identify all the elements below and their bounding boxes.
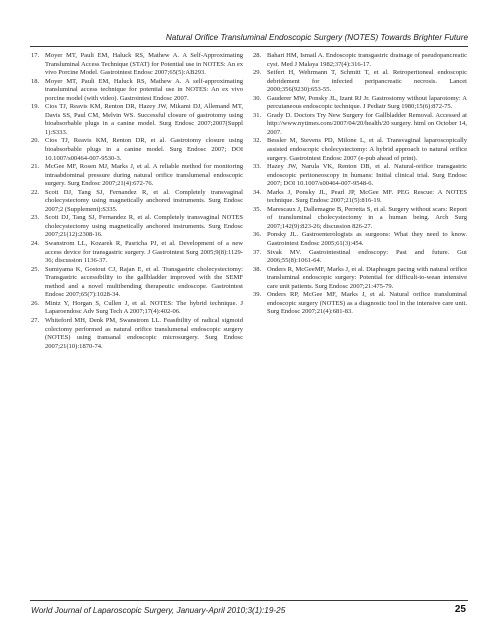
reference-entry: [253, 112, 467, 138]
reference-number: 34.: [253, 188, 262, 196]
reference-number: 36.: [253, 231, 262, 239]
reference-text: Cios TJ, Reavis KM, Renton DR, Hazey JW, Mikami DJ, Allemand MT, Davis SS, Paul CM, Melvin WS. Successful closure of gastrotomy using bioabsorbable plugs in a canine model. Surg Endosc 2007;2007(Suppl 1):S333.: [45, 103, 243, 136]
reference-number: 24.: [31, 240, 40, 248]
reference-entry: [31, 300, 243, 317]
reference-text: Gauderer MW, Ponsky JL, Izant RJ Jr. Gastrostomy without laparotomy: A percutaneous endoscopic technique. J Pediatr Surg 1980;15(6):872-75.: [267, 94, 467, 111]
header-rule: [30, 46, 468, 47]
footer-rule: [30, 600, 468, 601]
reference-number: 28.: [253, 52, 262, 59]
reference-number: 30.: [253, 94, 262, 102]
reference-text: Scott DJ, Tang SJ, Fernandez R, et al. Completely transvaginal NOTES cholecystectomy using magnetically anchored instruments. Surg Endosc 2007;21(12):2308-16.: [45, 214, 243, 239]
reference-number: 31.: [253, 111, 262, 119]
reference-entry: [31, 52, 243, 78]
reference-number: 27.: [31, 316, 40, 324]
footer-journal-citation: World Journal of Laparoscopic Surgery, January-April 2010;3(1):19-25: [31, 606, 286, 615]
reference-entry: [253, 52, 467, 69]
reference-entry: [31, 163, 243, 189]
reference-text: Cios TJ, Reavis KM, Renton DR, et al. Gastrotomy closure using bioabsorbable plugs in a canine model. Surg Endosc 2007; DOI 10.1007/s00464-007-9530-3.: [45, 137, 243, 162]
reference-number: 33.: [253, 163, 262, 171]
reference-entry: [253, 231, 467, 248]
reference-text: Moyer MT, Pauli EM, Haluck RS, Mathew A. A self-approximating transluminal access technique for potential use in NOTES: An ex vivo porcine model (with video). Gastrointest Endosc 2007.: [45, 77, 243, 102]
reference-entry: [31, 317, 243, 351]
page-number: 25: [454, 604, 466, 615]
reference-entry: [253, 137, 467, 163]
reference-number: 20.: [31, 137, 40, 145]
reference-number: 18.: [31, 77, 40, 85]
reference-text: Seifert H, Wehrmann T, Schmitt T, et al. Retroperitoneal endoscopic debridement for infected peripancreatic necrosis. Lancet 2000;356(9230):653-55.: [267, 69, 467, 94]
reference-entry: [253, 69, 467, 95]
reference-entry: [31, 103, 243, 137]
reference-entry: [253, 95, 467, 112]
reference-number: 39.: [253, 291, 262, 299]
reference-number: 21.: [31, 163, 40, 171]
reference-text: Bessler M, Stevens PD, Milone L, et al. Transvaginal laparoscopically assisted endoscopic cholecystectomy: A hybrid approach to natural orifice surgery. Gastrointest Endosc 2007 (e-pub ahead of print).: [267, 137, 467, 162]
reference-entry: [31, 214, 243, 240]
reference-text: McGee MF, Rosen MJ, Marks J, et al. A reliable method for monitoring intraabdominal pressure during natural orifice translumenal endoscopic surgery. Surg Endosc 2007;21(4):672-76.: [45, 163, 243, 188]
reference-number: 23.: [31, 214, 40, 222]
reference-text: Bahari HM, Ismail A. Endoscopic transgastric drainage of pseudopancreatic cyst. Med J Malaya 1982;37(4):316-17.: [267, 52, 467, 68]
reference-entry: [253, 266, 467, 292]
reference-text: Ponsky JL. Gastroenterologists as surgeons: What they need to know. Gastrointest Endosc 2005;61(3):454.: [267, 231, 467, 248]
reference-number: 29.: [253, 69, 262, 77]
reference-text: Sumiyama K, Gostout CJ, Rajan E, et al. Transgastric cholecystectomy: Transgastric accessibility to the gallbladder improved with the SEMF method and a novel multibending therapeutic endoscope. Gastrointest Endosc 2007;65(7):1028-34.: [45, 265, 243, 299]
running-header: Natural Orifice Transluminal Endoscopic Surgery (NOTES) Towards Brighter Future: [165, 33, 468, 42]
reference-number: 25.: [31, 265, 40, 273]
reference-entry: [31, 240, 243, 266]
reference-text: Sivak MV. Gastrointestinal endoscopy: Past and future. Gut 2006;55(8):1061-64.: [267, 248, 467, 265]
reference-text: Swanstrom LL, Kozarek R, Pasricha PJ, et al. Development of a new access device for transgastric surgery. J Gastrointest Surg 2005;9(8):1129-36; discussion 1136-37.: [45, 240, 243, 265]
references-left-column: [31, 52, 243, 351]
reference-text: Mintz Y, Horgan S, Cullen J, et al. NOTES: The hybrid technique. J Laparoendosc Adv Surg Tech A 2007;17(4):402-06.: [45, 299, 243, 316]
reference-text: Onders RP, McGee MF, Marks J, et al. Natural orifice transluminal endoscopic surgery (NOTES) as a diagnostic tool in the intensive care unit. Surg Endosc 2007;21(4):681-83.: [267, 291, 467, 316]
reference-entry: [253, 189, 467, 206]
reference-text: Scott DJ, Tang SJ, Fernandez R, et al. Completely transvaginal cholecystectomy using magnetically anchored instruments. Surg Endosc 2007;2 (Supplement):S335.: [45, 188, 243, 213]
reference-entry: [31, 137, 243, 163]
reference-entry: [253, 163, 467, 189]
reference-number: 32.: [253, 137, 262, 145]
reference-entry: [253, 249, 467, 266]
reference-text: Whiteford MH, Denk PM, Swanstrom LL. Feasibility of radical sigmoid colectomy performed as natural orifice translumenal endoscopic surgery (NOTES) using transanal endoscopic microsurgery. Surg Endosc 2007;21(10):1870-74.: [45, 316, 243, 350]
reference-text: Grady D. Doctors Try New Surgery for Gallbladder Removal. Accessed at http://www.nytimes.com/2007/04/20/health/20 surgery. html on October 14, 2007.: [267, 111, 467, 136]
reference-number: 35.: [253, 205, 262, 213]
reference-number: 38.: [253, 265, 262, 273]
reference-number: 26.: [31, 299, 40, 307]
reference-text: Moyer MT, Pauli EM, Haluck RS, Mathew A. A Self-Approximating Transluminal Access Technique (STAT) for Potential use in NOTES: An ex vivo Porcine Model. Gastrointest Endosc 2007;65(5):AB293.: [45, 52, 243, 77]
reference-entry: [31, 266, 243, 300]
reference-text: Marks J, Ponsky JL, Pearl JP, McGee MF. PEG Rescue: A NOTES technique. Surg Endosc 2007;21(5):816-19.: [267, 188, 467, 205]
references-right-column: [253, 52, 467, 317]
reference-entry: [31, 189, 243, 215]
reference-number: 19.: [31, 103, 40, 111]
reference-entry: [31, 78, 243, 104]
reference-number: 22.: [31, 188, 40, 196]
reference-number: 17.: [31, 52, 40, 59]
reference-entry: [253, 206, 467, 232]
reference-number: 37.: [253, 248, 262, 256]
reference-text: Onders R, McGeeMF, Marks J, et al. Diaphragm pacing with natural orifice transluminal endoscopic surgery: Potential for difficult-to-wean intensive care unit patients. Surg Endosc 2007;21:475-79.: [267, 265, 467, 290]
reference-text: Hazey JW, Narula VK, Renton DB, et al. Natural-orifice transgastric endoscopic peritoneoscopy in humans: Initial clinical trial. Surg Endosc 2007; DOI 10.1007/s00464-007-9548-6.: [267, 163, 467, 188]
reference-text: Marescaux J, Dallemagne B, Perretta S, et al. Surgery without scars: Report of transluminal cholecystectomy in a human being. Arch Surg 2007;142(9):823-26; discussion 826-27.: [267, 205, 467, 230]
reference-entry: [253, 291, 467, 317]
